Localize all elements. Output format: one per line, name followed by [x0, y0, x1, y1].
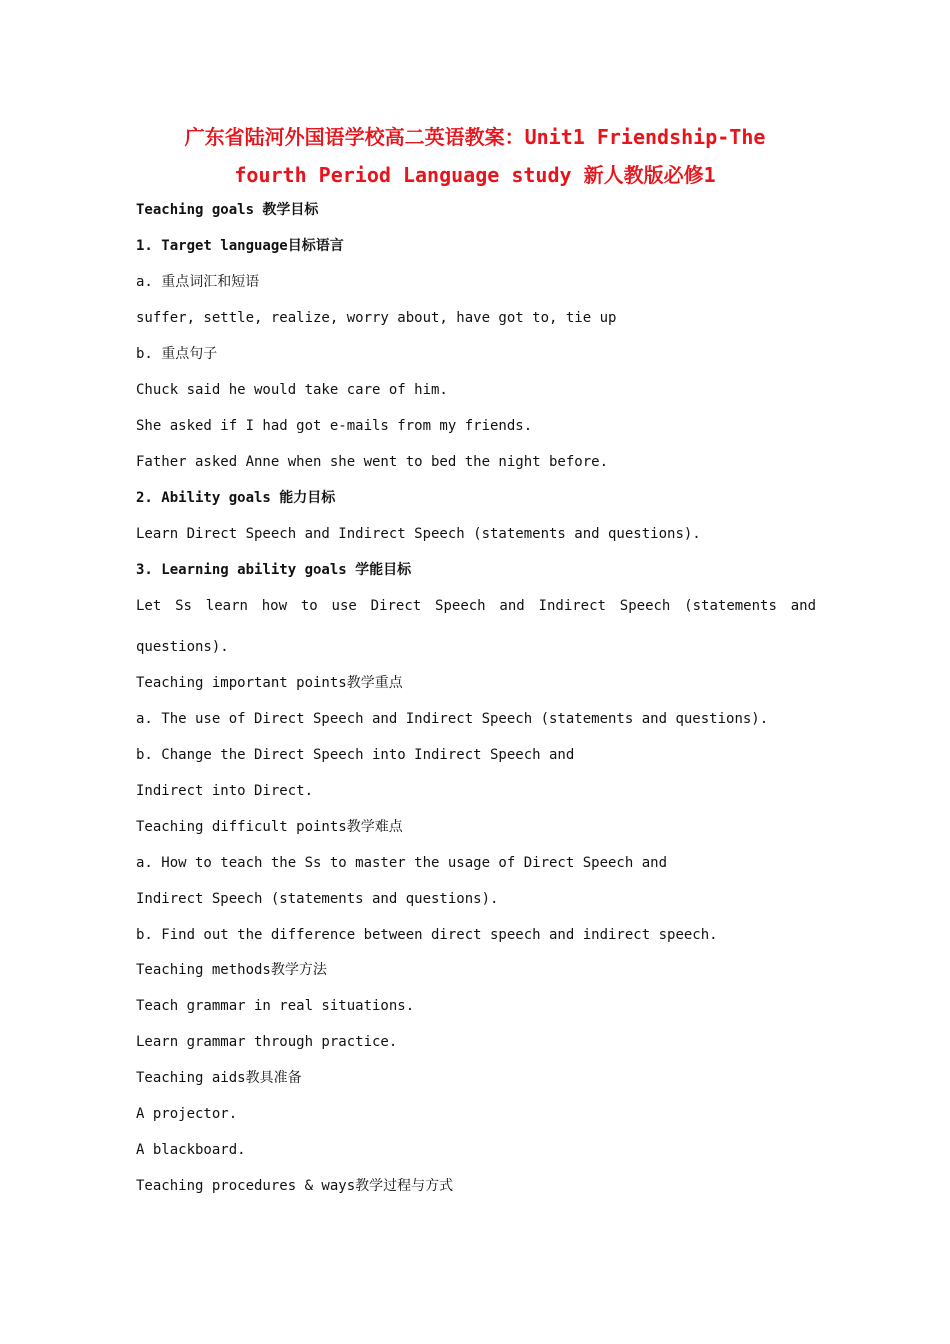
item-key-vocabulary: a. 重点词汇和短语 — [136, 274, 260, 290]
section-heading-teaching-methods: Teaching methods教学方法 — [136, 962, 327, 978]
important-point-b-line-1: b. Change the Direct Speech into Indirect Speech and — [136, 747, 575, 763]
aid-2: A blackboard. — [136, 1142, 246, 1158]
difficult-point-a-line-1: a. How to teach the Ss to master the usage of Direct Speech and — [136, 855, 668, 871]
subheading-learning-ability-goals: 3. Learning ability goals 学能目标 — [136, 562, 412, 578]
item-key-sentences: b. 重点句子 — [136, 346, 218, 362]
document-title-line-2: fourth Period Language study 新人教版必修1 — [234, 163, 716, 187]
learning-ability-text-line-2: questions). — [136, 639, 229, 655]
important-point-a: a. The use of Direct Speech and Indirect Speech (statements and questions). — [136, 711, 769, 727]
document-title-line-1: 广东省陆河外国语学校高二英语教案：Unit1 Friendship-The — [184, 125, 766, 149]
section-heading-important-points: Teaching important points教学重点 — [136, 675, 403, 691]
section-heading-teaching-aids: Teaching aids教具准备 — [136, 1070, 302, 1086]
subheading-target-language: 1. Target language目标语言 — [136, 238, 344, 254]
subheading-ability-goals: 2. Ability goals 能力目标 — [136, 490, 336, 506]
ability-goals-text: Learn Direct Speech and Indirect Speech (statements and questions). — [136, 526, 701, 542]
vocabulary-list: suffer, settle, realize, worry about, have got to, tie up — [136, 310, 617, 326]
aid-1: A projector. — [136, 1106, 238, 1122]
section-heading-teaching-goals: Teaching goals 教学目标 — [136, 202, 319, 218]
sentence-2: She asked if I had got e-mails from my friends. — [136, 418, 533, 434]
section-heading-difficult-points: Teaching difficult points教学难点 — [136, 819, 403, 835]
sentence-3: Father asked Anne when she went to bed the night before. — [136, 454, 609, 470]
important-point-b-line-2: Indirect into Direct. — [136, 783, 314, 799]
method-1: Teach grammar in real situations. — [136, 998, 415, 1014]
difficult-point-a-line-2: Indirect Speech (statements and questions). — [136, 891, 499, 907]
section-heading-teaching-procedures: Teaching procedures & ways教学过程与方式 — [136, 1178, 454, 1194]
sentence-1: Chuck said he would take care of him. — [136, 382, 448, 398]
learning-ability-text-line-1: Let Ss learn how to use Direct Speech and Indirect Speech (statements and — [136, 598, 816, 614]
method-2: Learn grammar through practice. — [136, 1034, 398, 1050]
difficult-point-b: b. Find out the difference between direct speech and indirect speech. — [136, 927, 718, 943]
